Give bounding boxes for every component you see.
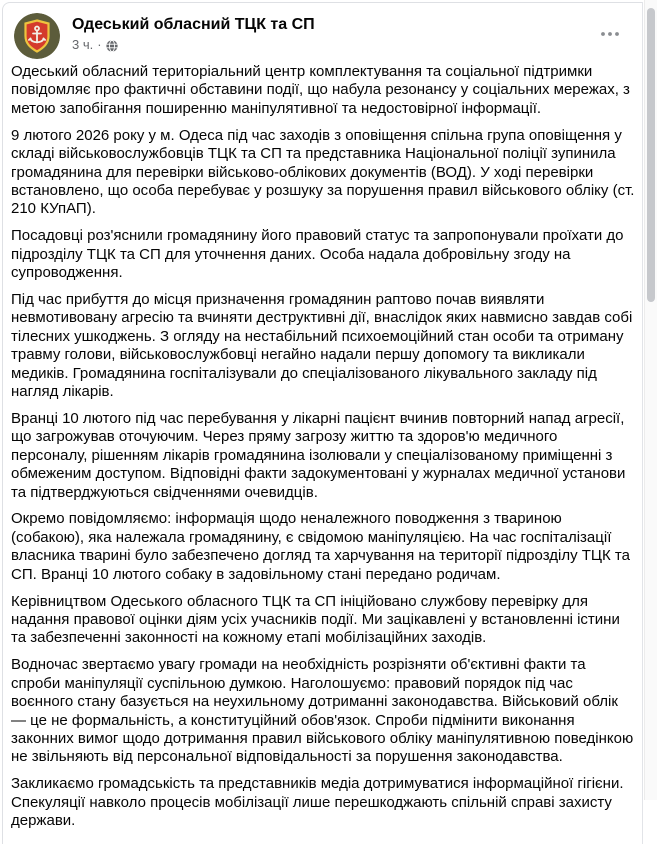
post-paragraph: Закликаємо громадськість та представників медіа дотримуватися інформаційної гігієни. Спекуляції навколо процесів мобілізації лише перешкоджають спільній справі захисту держави.: [11, 775, 624, 830]
page-name[interactable]: Одеський обласний ТЦК та СП: [72, 16, 315, 33]
globe-public-icon: [106, 40, 118, 52]
post-meta: [72, 37, 315, 53]
ellipsis-horizontal-icon: [600, 31, 620, 37]
scrollbar-thumb[interactable]: [647, 8, 655, 302]
post-paragraph: Водночас звертаємо увагу громади на необхідність розрізняти об'єктивні факти та спроби маніпуляції суспільною думкою. Наголошуємо: правовий порядок під час воєнного стану базується на неухильному дотриманні законодавства. Військовий облік — це не формальність, а конституційний обов'язок. Спроби підмінити виконання законних вимог щодо дотримання правил військового обліку маніпулятивною поведінкою не звільняють від персональної відповідальності за порушення законодавства.: [11, 656, 634, 766]
meta-separator: ·: [97, 37, 102, 52]
post-paragraph: Окремо повідомляємо: інформація щодо неналежного поводження з твариною (собакою), яка належала громадянину, є свідомою маніпуляцією. На час госпіталізації власника тварині було забезпечено догляд та харчування на території підрозділу ТЦК та СП. Вранці 10 лютого собаку в задовільному стані передано родичам.: [11, 510, 630, 583]
scrollbar[interactable]: [644, 0, 657, 800]
header-text: [72, 13, 315, 53]
post-paragraph: Керівництвом Одеського обласного ТЦК та СП ініційовано службову перевірку для надання правової оцінки діям усіх учасників події. Ми зацікавлені у встановленні істини та забезпеченні законності на кожному етапі мобілізаційних заходів.: [11, 592, 620, 647]
post-header: [3, 3, 642, 59]
post-body: [3, 59, 642, 844]
post-paragraph: Посадовці роз'яснили громадянину його правовий статус та запропонували проїхати до підрозділу ТЦК та СП для уточнення даних. Особа надала добровільну згоду на супроводження.: [11, 227, 624, 282]
post-paragraph: Одеський обласний територіальний центр комплектування та соціальної підтримки повідомляє про фактичні обставини події, що набула резонансу у соціальних мережах, з метою запобігання поширенню маніпулятивної та недостовірної інформації.: [11, 63, 630, 117]
post-card: [2, 2, 643, 844]
post-paragraph: 9 лютого 2026 року у м. Одеса під час заходів з оповіщення спільна група оповіщення у складі військовослужбовців ТЦК та СП та представника Національної поліції зупинила громадянина для перевірки військово-облікових документів (ВОД). У ході перевірки встановлено, що особа перебуває у розшуку за порушення правил військового обліку (ст. 210 КУпАП).: [11, 126, 635, 218]
avatar[interactable]: [14, 13, 60, 59]
emblem-shield-anchor-icon: [14, 13, 60, 59]
post-menu-button[interactable]: [594, 25, 626, 43]
post-paragraph: Вранці 10 лютого під час перебування у лікарні пацієнт вчинив повторний напад агресії, що загрожував оточуючим. Через пряму загрозу життю та здоров'ю медичного персоналу, рішенням лікарів громадянина ізолювали у спеціалізованому приміщенні з обмеженим доступом. Відповідні факти задокументовані у журналах медичної установи та підтверджуються свідченнями очевидців.: [11, 409, 626, 501]
post-paragraph: Під час прибуття до місця призначення громадянин раптово почав виявляти невмотивовану агресію та вчиняти деструктивні дії, внаслідок яких навмисно завдав собі тілесних ушкоджень. З огляду на нестабільний психоемоційний стан особи та отриману травму голови, військовослужбовці негайно надали першу допомогу та викликали медиків. Громадянина госпіталізували до спеціалізованого лікувального закладу під нагляд лікарів.: [11, 290, 633, 400]
timestamp[interactable]: 3 ч.: [72, 37, 94, 52]
